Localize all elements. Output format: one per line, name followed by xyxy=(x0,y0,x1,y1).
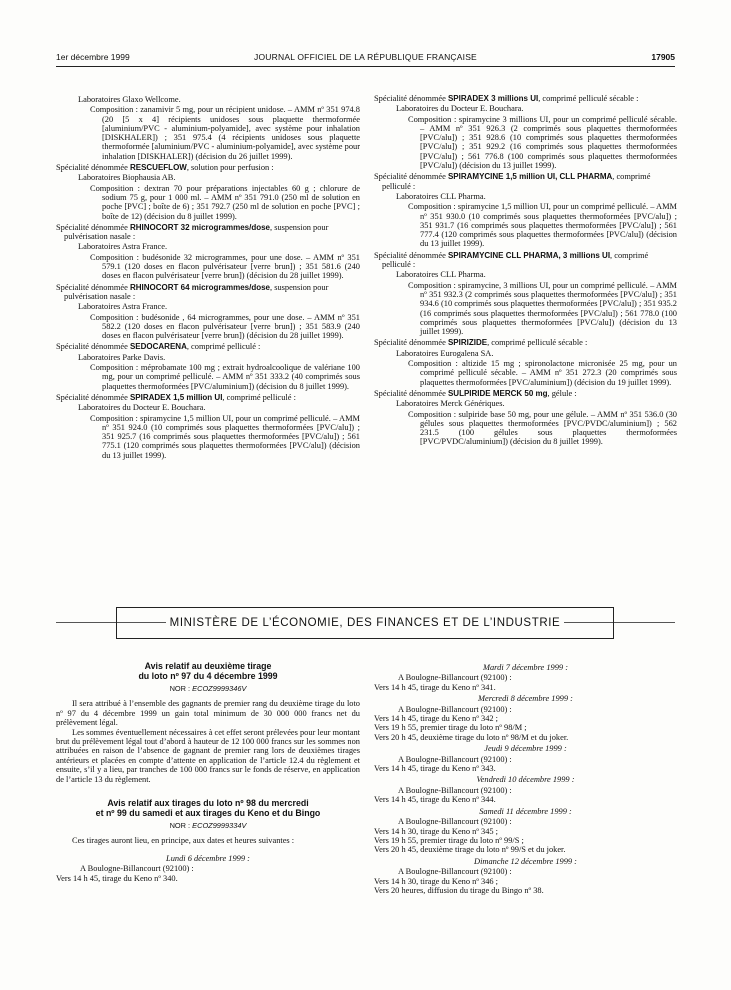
laboratory-name: Laboratoires CLL Pharma. xyxy=(396,270,486,280)
speciality-entry xyxy=(56,163,360,221)
composition-text: Composition : zanamivir 5 mg, pour un récipient unidose. – AMM nº 351 974.8 (20 [5 x 4] récipients unidoses sous plaquette thermoformée [aluminium/PVC - aluminium-polyamide], avec système pour inhalation [DISKHALER]) ; 351 975.4 (4 récipients unidoses sous plaquette thermoformée [aluminium/PVC - aluminium-polyamide], avec système pour inhalation [DISKHALER]) (décision du 26 juillet 1999). xyxy=(90,105,360,161)
lower-left-column xyxy=(56,661,360,883)
schedule-place: A Boulogne-Billancourt (92100) : xyxy=(398,704,512,714)
speciality-form: , comprimé pelliculé sécable : xyxy=(538,94,639,103)
laboratory-name: Laboratoires Parke Davis. xyxy=(78,352,166,362)
schedule-day: Dimanche 12 décembre 1999 : xyxy=(474,856,577,866)
left-column xyxy=(56,94,360,462)
schedule-line: Vers 20 heures, diffusion du tirage du Bingo nº 38. xyxy=(374,885,544,895)
speciality-form: , comprimé pelliculé sécable : xyxy=(487,338,588,348)
nor-label: NOR : xyxy=(169,684,193,693)
speciality-entry xyxy=(56,393,360,460)
speciality-name: SPIRAMYCINE 1,5 million UI, CLL PHARMA xyxy=(447,172,613,182)
laboratory-name: Laboratoires CLL Pharma. xyxy=(396,191,486,201)
speciality-name: RESCUEFLOW xyxy=(129,163,187,173)
speciality-entry xyxy=(374,389,677,447)
schedule-line: Vers 19 h 55, premier tirage du loto nº 98/M ; xyxy=(374,723,527,733)
composition-text: Composition : méprobamate 100 mg ; extrait hydroalcoolique de valériane 100 mg, pour un comprimé pelliculé. – AMM nº 351 333.2 (40 comprimés sous plaquettes thermoformées [PVC/aluminium]) (décision du 8 juillet 1999). xyxy=(90,363,360,391)
speciality-name: RHINOCORT 64 microgrammes/dose xyxy=(129,282,270,292)
speciality-heading xyxy=(56,163,360,172)
composition-text: Composition : spiramycine 3 millions UI, pour un comprimé pelliculé sécable. – AMM nº 351 926.3 (2 comprimés sous plaquettes thermoformées [PVC/alu]) ; 351 928.6 (10 comprimés sous plaquettes thermoformées [PVC/alu]) ; 351 929.2 (16 comprimés sous plaquettes thermoformées [PVC/alu]) ; 561 776.8 (100 comprimés sous plaquettes thermoformées [PVC/alu]) (décision du 13 juillet 1999). xyxy=(408,114,677,171)
speciality-entry xyxy=(56,283,360,341)
schedule-line: Vers 20 h 45, deuxième tirage du loto nº 98/M et du joker. xyxy=(374,732,569,742)
speciality-name: RHINOCORT 32 microgrammes/dose xyxy=(129,222,270,232)
nor-label: NOR : xyxy=(169,821,193,831)
nor-code: ECOZ9999334V xyxy=(192,821,247,831)
speciality-form: , comprimé pelliculé : xyxy=(186,342,261,352)
laboratory-name: Laboratoires du Docteur E. Bouchara. xyxy=(78,403,206,413)
ministry-banner xyxy=(116,607,614,639)
laboratory-name: Laboratoires Astra France. xyxy=(78,302,168,312)
speciality-entry xyxy=(374,172,677,248)
composition-text: Composition : spiramycine 1,5 million UI, pour un comprimé pelliculé. – AMM nº 351 924.0 (10 comprimés sous plaquettes thermoformées [PVC/alu]) ; 351 925.7 (16 comprimés sous plaquettes thermoformées [PVC/alu]) ; 561 775.1 (120 comprimés sous plaquettes thermoformées [PVC/alu]) (décision du 13 juillet 1999). xyxy=(90,413,360,460)
schedule-day: Mardi 7 décembre 1999 : xyxy=(483,663,568,672)
laboratory-name: Laboratoires Biophausia AB. xyxy=(78,173,176,183)
schedule-line: Vers 14 h 45, tirage du Keno nº 343. xyxy=(374,764,496,774)
speciality-prefix: Spécialité dénommée xyxy=(374,388,448,398)
speciality-prefix: Spécialité dénommée xyxy=(56,282,130,292)
avis1-title-2: du loto nº 97 du 4 décembre 1999 xyxy=(138,671,278,681)
speciality-heading xyxy=(56,223,360,242)
schedule-line: Vers 19 h 55, premier tirage du loto nº 99/S ; xyxy=(374,835,524,845)
schedule-place: A Boulogne-Billancourt (92100) : xyxy=(398,867,512,877)
schedule-day: Vendredi 10 décembre 1999 : xyxy=(476,775,575,785)
composition-text: Composition : spiramycine 1,5 million UI, pour un comprimé pelliculé. – AMM nº 351 930.0 (10 comprimés sous plaquettes thermoformées [PVC/alu]) ; 351 931.7 (16 comprimés sous plaquettes thermoformées [PVC/alu]) ; 561 777.4 (120 comprimés sous plaquettes thermoformées [PVC/alu]) (décision du 13 juillet 1999). xyxy=(408,202,677,249)
lower-right-column xyxy=(374,661,677,895)
speciality-entry xyxy=(56,342,360,390)
header-journal: JOURNAL OFFICIEL DE LA RÉPUBLIQUE FRANÇAISE xyxy=(254,52,477,62)
avis1-paragraph-1: Il sera attribué à l’ensemble des gagnants de premier rang du deuxième tirage du loto nº 97 du 4 décembre 1999 un gain total minimum de 30 000 000 francs net du prélèvement légal. xyxy=(56,699,360,728)
composition-text: Composition : budésonide 32 microgrammes, pour une dose. – AMM nº 351 579.1 (120 doses en flacon pulvérisateur [verre brun]) ; 351 581.6 (240 doses en flacon pulvérisateur [verre brun]) (décision du 28 juillet 1999). xyxy=(90,252,360,281)
speciality-name: SPIRIZIDE xyxy=(447,338,488,348)
schedule-line: Vers 14 h 30, tirage du Keno nº 345 ; xyxy=(374,826,499,836)
speciality-form: , comprimé pelliculé : xyxy=(222,392,296,402)
avis1-paragraph-2: Les sommes éventuellement nécessaires à cet effet seront prélevées pour leur montant brut du prélèvement légal tout d’abord à hauteur de 12 100 000 francs sur les sommes non attribuées en raison de l’absence de gagnant de premier rang lors de deuxièmes tirages antérieurs et placées en compte d’attente en application de l’article 12.4 du règlement et ensuite, s’il y a lieu, par tranches de 100 000 francs sur le fonds de réserve, en application de l’article 13 du règlement. xyxy=(56,727,360,784)
schedule-day: Mercredi 8 décembre 1999 : xyxy=(478,694,573,704)
schedule-line: Vers 14 h 30, tirage du Keno nº 346 ; xyxy=(374,876,499,886)
speciality-heading xyxy=(56,342,360,351)
header-page-number: 17905 xyxy=(651,52,675,62)
schedule-place: A Boulogne-Billancourt (92100) : xyxy=(398,817,512,827)
speciality-prefix: Spécialité dénommée xyxy=(56,163,130,173)
speciality-name: SPIRADEX 3 millions UI xyxy=(447,94,539,103)
speciality-heading xyxy=(374,251,677,270)
avis1-nor xyxy=(56,684,360,693)
speciality-form: , suspension pour pulvérisation nasale : xyxy=(64,222,329,242)
speciality-name: SEDOCARENA xyxy=(129,342,187,352)
ministry-title: MINISTÈRE DE L’ÉCONOMIE, DES FINANCES ET DE L’INDUSTRIE xyxy=(166,611,565,635)
right-column xyxy=(374,94,677,449)
avis2-title-1: Avis relatif aux tirages du loto nº 98 du mercredi xyxy=(107,798,309,809)
schedule-line: Vers 14 h 45, tirage du Keno nº 344. xyxy=(374,795,496,805)
speciality-entry xyxy=(374,94,677,170)
speciality-prefix: Spécialité dénommée xyxy=(56,342,130,352)
avis2-paragraph-1: Ces tirages auront lieu, en principe, aux dates et heures suivantes : xyxy=(72,836,295,846)
speciality-prefix: Spécialité dénommée xyxy=(374,94,448,103)
avis2-nor xyxy=(56,821,360,830)
speciality-heading xyxy=(56,283,360,302)
speciality-entry xyxy=(374,338,677,386)
speciality-entry xyxy=(56,95,360,161)
laboratory-name: Laboratoires du Docteur E. Bouchara. xyxy=(396,104,524,114)
laboratory-name: Laboratoires Astra France. xyxy=(78,242,168,252)
schedule-line: Vers 14 h 45, tirage du Keno nº 342 ; xyxy=(374,714,499,724)
avis1-title-1: Avis relatif au deuxième tirage xyxy=(144,661,272,671)
schedule-place: A Boulogne-Billancourt (92100) : xyxy=(398,785,512,795)
laboratory-name: Laboratoires Eurogalena SA. xyxy=(396,348,494,358)
speciality-entry xyxy=(374,251,677,337)
schedule-place: A Boulogne-Billancourt (92100) : xyxy=(398,754,512,764)
composition-text: Composition : spiramycine, 3 millions UI, pour un comprimé pelliculé. – AMM nº 351 932.3 (2 comprimés sous plaquettes thermoformées [PVC/alu]) ; 351 934.6 (10 comprimés sous plaquettes thermoformées [PVC/alu]) ; 351 935.2 (16 comprimés sous plaquettes thermoformées [PVC/alu]) ; 561 778.0 (100 comprimés sous plaquettes thermoformées [PVC/alu]) (décision du 13 juillet 1999). xyxy=(408,280,677,337)
laboratory-name: Laboratoires Merck Génériques. xyxy=(396,399,505,409)
composition-text: Composition : altizide 15 mg ; spironolactone micronisée 25 mg, pour un comprimé pelliculé sécable. – AMM nº 351 272.3 (20 comprimés sous plaquettes thermoformées [PVC/aluminium]) (décision du 19 juillet 1999). xyxy=(408,359,677,387)
speciality-form: , gélule : xyxy=(547,388,577,398)
composition-text: Composition : sulpiride base 50 mg, pour une gélule. – AMM nº 351 536.0 (30 gélules sous plaquettes thermoformées [PVC/PVDC/aluminium]) ; 562 231.5 (100 gélules sous plaquettes thermoformées [PVC/PVDC/aluminium]) (décision du 8 juillet 1999). xyxy=(408,409,677,447)
speciality-heading xyxy=(56,393,360,402)
speciality-heading xyxy=(374,338,677,347)
speciality-prefix: Spécialité dénommée xyxy=(374,172,448,182)
speciality-form: , comprimé pelliculé : xyxy=(382,250,649,270)
composition-text: Composition : dextran 70 pour préparations injectables 60 g ; chlorure de sodium 75 g, pour 1 000 ml. – AMM nº 351 791.0 (250 ml de solution en poche [PVC] ; boîte de 6) ; 351 792.7 (250 ml de solution en poche [PVC] ; boîte de 12) (décision du 8 juillet 1999). xyxy=(90,183,360,221)
speciality-form: , solution pour perfusion : xyxy=(186,163,274,173)
speciality-prefix: Spécialité dénommée xyxy=(56,392,130,402)
schedule-place: A Boulogne-Billancourt (92100) : xyxy=(80,864,194,874)
speciality-form: , comprimé pelliculé : xyxy=(382,172,651,191)
speciality-prefix: Spécialité dénommée xyxy=(374,250,448,260)
composition-text: Composition : budésonide , 64 microgrammes, pour une dose. – AMM nº 351 582.2 (120 doses en flacon pulvérisateur [verre brun]) ; 351 583.9 (240 doses en flacon pulvérisateur [verre brun]) (décision du 28 juillet 1999). xyxy=(90,312,360,341)
speciality-form: , suspension pour pulvérisation nasale : xyxy=(64,282,329,301)
schedule-line: Vers 14 h 45, tirage du Keno nº 341. xyxy=(374,682,496,692)
schedule-place: A Boulogne-Billancourt (92100) : xyxy=(398,673,512,683)
speciality-prefix: Spécialité dénommée xyxy=(56,222,130,232)
avis2-title-2: et nº 99 du samedi et aux tirages du Keno et du Bingo xyxy=(95,808,321,819)
speciality-name: SPIRADEX 1,5 million UI xyxy=(129,392,223,402)
schedule-day: Samedi 11 décembre 1999 : xyxy=(479,806,572,816)
speciality-name: SULPIRIDE MERCK 50 mg xyxy=(447,388,548,398)
speciality-heading xyxy=(374,389,677,398)
speciality-prefix: Spécialité dénommée xyxy=(374,338,448,348)
schedule-day: Jeudi 9 décembre 1999 : xyxy=(484,744,567,754)
laboratory-name: Laboratoires Glaxo Wellcome. xyxy=(78,95,181,104)
schedule-line: Vers 14 h 45, tirage du Keno nº 340. xyxy=(56,873,178,883)
schedule-day: Lundi 6 décembre 1999 : xyxy=(166,853,250,863)
header-date: 1er décembre 1999 xyxy=(56,52,130,62)
speciality-entry xyxy=(56,223,360,281)
nor-code: ECOZ9999346V xyxy=(192,684,247,693)
speciality-name: SPIRAMYCINE CLL PHARMA, 3 millions UI xyxy=(447,250,611,260)
page-header xyxy=(56,52,675,67)
speciality-heading xyxy=(374,172,677,191)
speciality-heading xyxy=(374,94,677,103)
schedule-line: Vers 20 h 45, deuxième tirage du loto nº 99/S et du joker. xyxy=(374,845,566,855)
